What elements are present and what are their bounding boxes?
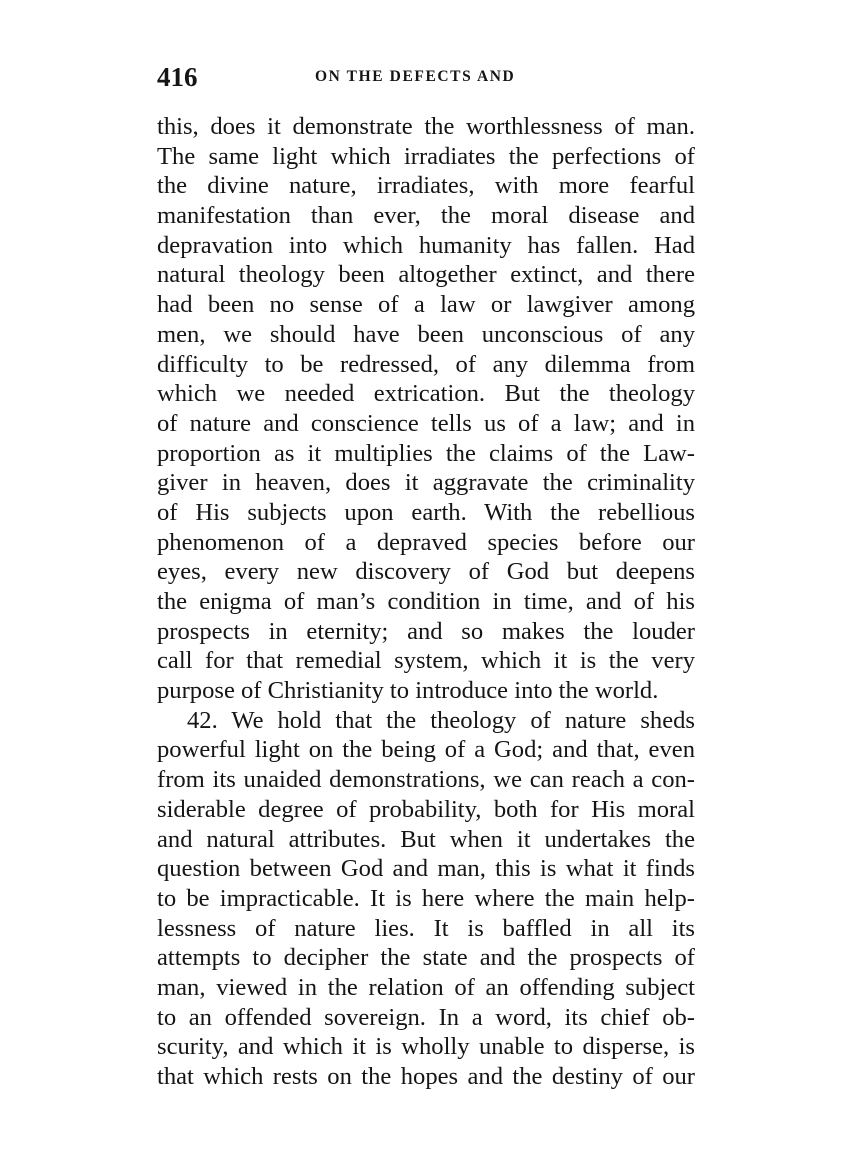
body-text (157, 112, 695, 1092)
paragraph-start-line: 42. We hold that the theology of nature sheds (187, 706, 695, 734)
text-line: men, we should have been unconscious of any (157, 320, 695, 348)
text-line: manifestation than ever, the moral disease and (157, 202, 695, 230)
text-line: the divine nature, irradiates, with more fearful (157, 172, 695, 200)
page-number: 416 (157, 62, 198, 92)
text-line: had been no sense of a law or lawgiver among (157, 291, 695, 319)
text-line: that which rests on the hopes and the destiny of our (157, 1063, 695, 1090)
text-line: of nature and conscience tells us of a law; and in (157, 409, 695, 437)
text-line: scurity, and which it is wholly unable to disperse, is (157, 1033, 695, 1061)
text-line: to be impracticable. It is here where the main help- (157, 884, 695, 912)
text-line: which we needed extrication. But the theology (157, 380, 695, 408)
text-line: and natural attributes. But when it undertakes the (157, 825, 695, 853)
text-line: proportion as it multiplies the claims of the Law- (157, 439, 695, 467)
text-line: difficulty to be redressed, of any dilemma from (157, 350, 695, 378)
text-line: phenomenon of a depraved species before our (157, 528, 695, 556)
text-line: from its unaided demonstrations, we can reach a con- (157, 766, 695, 794)
text-line: powerful light on the being of a God; and that, even (157, 736, 695, 764)
text-line: of His subjects upon earth. With the rebellious (157, 498, 695, 526)
text-line: to an offended sovereign. In a word, its chief ob- (157, 1003, 695, 1031)
text-line: this, does it demonstrate the worthlessness of man. (157, 113, 695, 140)
running-head (157, 62, 695, 92)
paragraph-end-line: purpose of Christianity to introduce into the world. (157, 677, 659, 705)
text-line: The same light which irradiates the perfections of (157, 142, 695, 170)
text-line: lessness of nature lies. It is baffled in all its (157, 914, 695, 942)
text-line: eyes, every new discovery of God but deepens (157, 558, 695, 586)
text-line: giver in heaven, does it aggravate the criminality (157, 469, 695, 497)
text-line: the enigma of man’s condition in time, and of his (157, 588, 695, 615)
text-line: attempts to decipher the state and the prospects of (157, 944, 695, 972)
running-title: ON THE DEFECTS AND (315, 68, 516, 85)
text-line: man, viewed in the relation of an offending subject (157, 973, 695, 1001)
text-line: question between God and man, this is what it finds (157, 855, 695, 883)
text-line: prospects in eternity; and so makes the louder (157, 617, 695, 645)
text-line: call for that remedial system, which it is the very (157, 647, 695, 675)
text-line: siderable degree of probability, both for His moral (157, 795, 695, 823)
text-line: depravation into which humanity has fallen. Had (157, 231, 695, 259)
text-line: natural theology been altogether extinct, and there (157, 261, 695, 289)
